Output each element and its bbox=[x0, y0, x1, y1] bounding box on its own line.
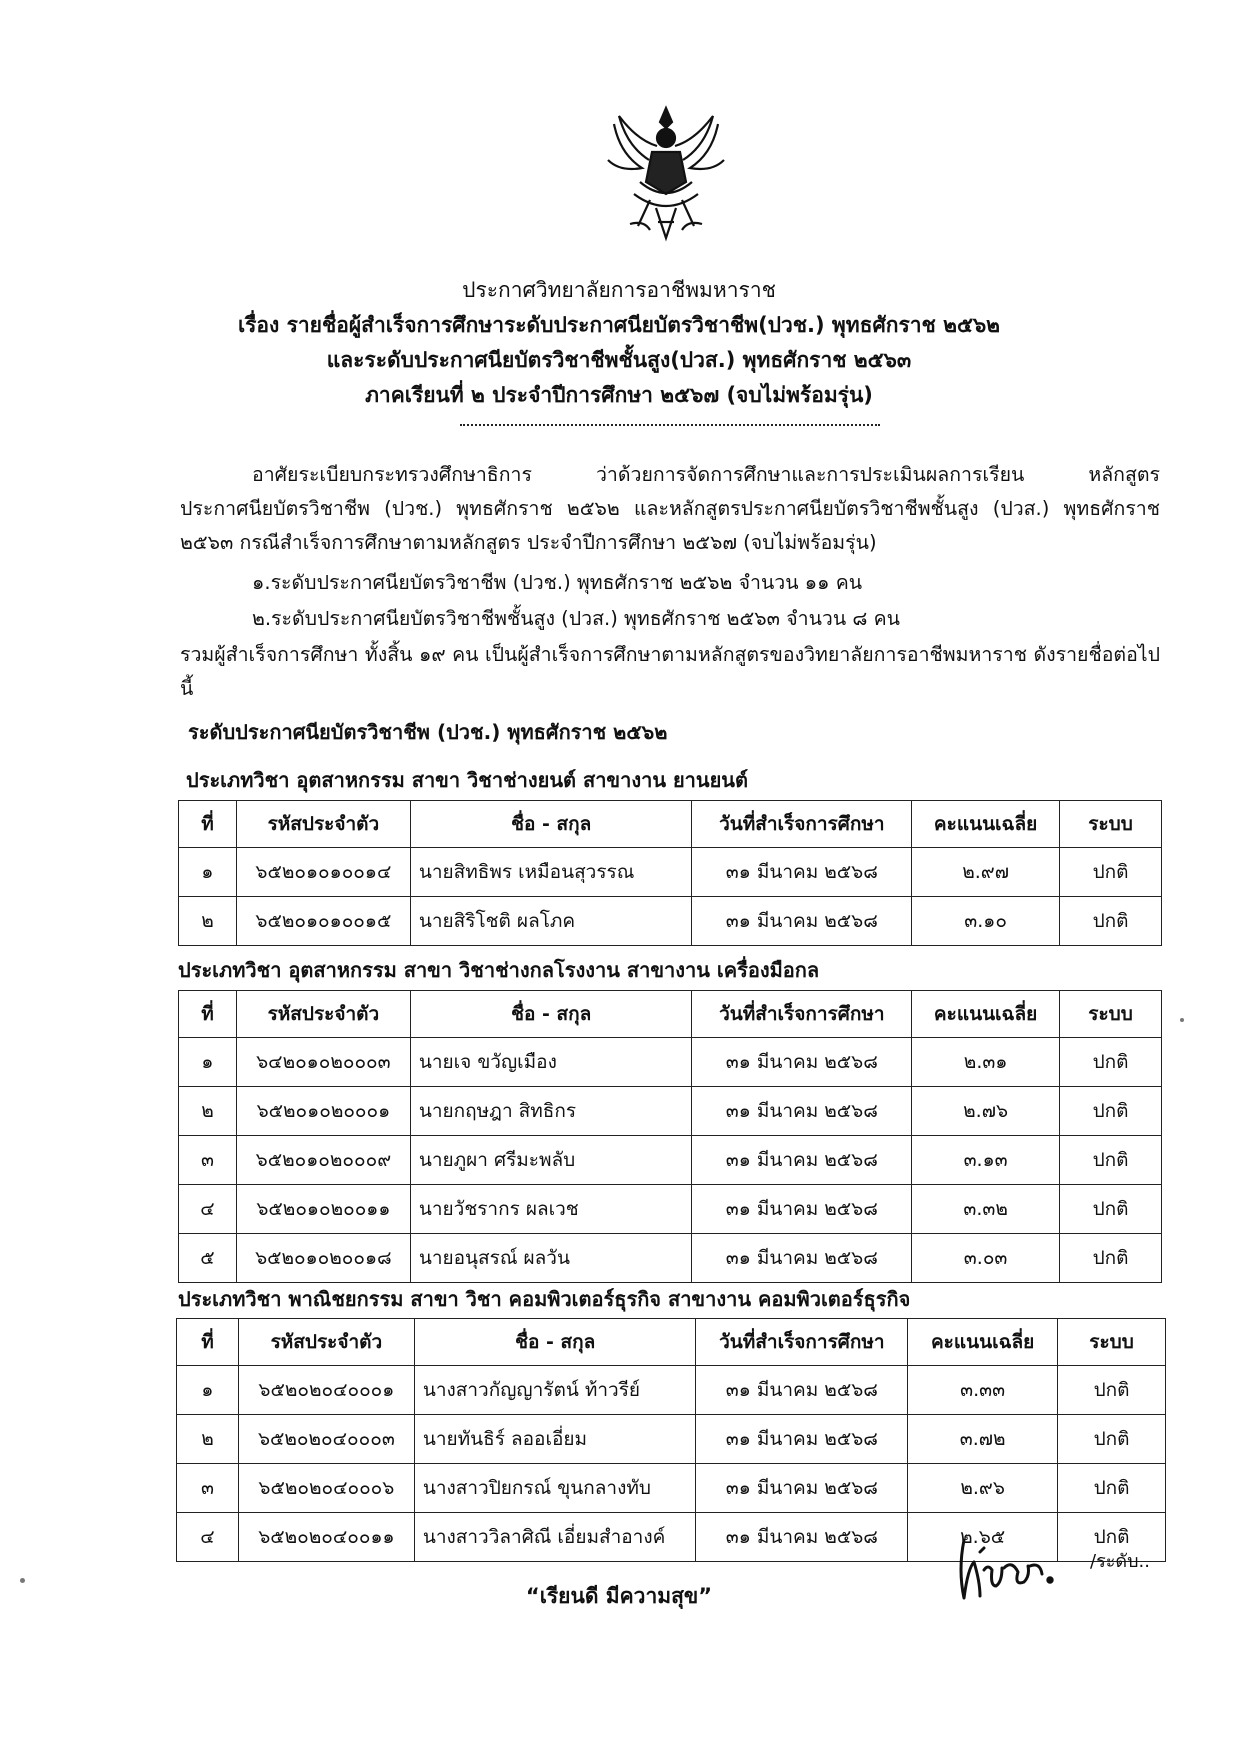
cell-name: นายทันธิร์ ลออเอี่ยม bbox=[414, 1415, 696, 1464]
table-row bbox=[177, 1366, 1166, 1415]
cell-system: ปกติ bbox=[1058, 1366, 1166, 1415]
cell-system: ปกติ bbox=[1060, 1087, 1162, 1136]
graduates-table-machine-tools bbox=[178, 990, 1162, 1283]
table-row bbox=[179, 1185, 1162, 1234]
cell-date: ๓๑ มีนาคม ๒๕๖๘ bbox=[696, 1464, 908, 1513]
cell-date: ๓๑ มีนาคม ๒๕๖๘ bbox=[692, 1136, 912, 1185]
cell-gpa: ๒.๗๖ bbox=[912, 1087, 1060, 1136]
table-row bbox=[179, 848, 1162, 897]
cell-date: ๓๑ มีนาคม ๒๕๖๘ bbox=[696, 1366, 908, 1415]
cell-no: ๑ bbox=[179, 848, 237, 897]
cell-id: ๖๕๒๐๑๐๒๐๐๐๙ bbox=[236, 1136, 410, 1185]
announcement-subject-line2: และระดับประกาศนียบัตรวิชาชีพชั้นสูง(ปวส.) พุทธศักราช ๒๕๖๓ bbox=[326, 348, 912, 372]
cell-date: ๓๑ มีนาคม ๒๕๖๘ bbox=[696, 1415, 908, 1464]
cell-name: นายสิทธิพร เหมือนสุวรรณ bbox=[410, 848, 692, 897]
cell-gpa: ๓.๓๒ bbox=[912, 1185, 1060, 1234]
cell-date: ๓๑ มีนาคม ๒๕๖๘ bbox=[692, 897, 912, 946]
cell-id: ๖๕๒๐๒๐๔๐๐๐๑ bbox=[238, 1366, 414, 1415]
count-item-higher-vocational: ๒.ระดับประกาศนียบัตรวิชาชีพชั้นสูง (ปวส.) พุทธศักราช ๒๕๖๓ จำนวน ๘ คน bbox=[252, 607, 900, 630]
column-header-name: ชื่อ - สกุล bbox=[414, 1319, 696, 1366]
cell-name: นายเจ ขวัญเมือง bbox=[410, 1038, 692, 1087]
column-header-id: รหัสประจำตัว bbox=[236, 801, 410, 848]
column-header-system: ระบบ bbox=[1060, 801, 1162, 848]
cell-id: ๖๕๒๐๒๐๔๐๐๐๓ bbox=[238, 1415, 414, 1464]
cell-gpa: ๒.๙๖ bbox=[908, 1464, 1058, 1513]
table-row bbox=[179, 1087, 1162, 1136]
column-header-date: วันที่สำเร็จการศึกษา bbox=[692, 801, 912, 848]
column-header-gpa: คะแนนเฉลี่ย bbox=[912, 801, 1060, 848]
cell-no: ๓ bbox=[177, 1464, 239, 1513]
graduates-table-business-computer bbox=[176, 1318, 1166, 1562]
announcement-subject: เรื่อง รายชื่อผู้สำเร็จการศึกษาระดับประกาศนียบัตรวิชาชีพ(ปวช.) พุทธศักราช ๒๕๖๒ bbox=[237, 313, 1001, 337]
graduates-table-automotive bbox=[178, 800, 1162, 946]
cell-no: ๑ bbox=[177, 1366, 239, 1415]
cell-date: ๓๑ มีนาคม ๒๕๖๘ bbox=[692, 1087, 912, 1136]
table-row bbox=[179, 897, 1162, 946]
cell-gpa: ๓.๗๒ bbox=[908, 1415, 1058, 1464]
cell-id: ๖๕๒๐๒๐๔๐๐๑๑ bbox=[238, 1513, 414, 1562]
cell-gpa: ๓.๓๓ bbox=[908, 1366, 1058, 1415]
column-header-system: ระบบ bbox=[1058, 1319, 1166, 1366]
count-item-vocational: ๑.ระดับประกาศนียบัตรวิชาชีพ (ปวช.) พุทธศักราช ๒๕๖๒ จำนวน ๑๑ คน bbox=[252, 571, 863, 594]
cell-id: ๖๕๒๐๑๐๑๐๐๑๔ bbox=[236, 848, 410, 897]
cell-no: ๒ bbox=[177, 1415, 239, 1464]
cell-name: นายอนุสรณ์ ผลวัน bbox=[410, 1234, 692, 1283]
table-row bbox=[179, 1136, 1162, 1185]
cell-id: ๖๕๒๐๑๐๒๐๐๑๑ bbox=[236, 1185, 410, 1234]
cell-id: ๖๕๒๐๑๐๑๐๐๑๕ bbox=[236, 897, 410, 946]
cell-no: ๒ bbox=[179, 1087, 237, 1136]
cell-gpa: ๓.๐๓ bbox=[912, 1234, 1060, 1283]
table-header-row bbox=[179, 801, 1162, 848]
cell-system: ปกติ bbox=[1058, 1513, 1166, 1562]
cell-date: ๓๑ มีนาคม ๒๕๖๘ bbox=[692, 1185, 912, 1234]
cell-date: ๓๑ มีนาคม ๒๕๖๘ bbox=[692, 1234, 912, 1283]
cell-name: นายภูผา ศรีมะพลับ bbox=[410, 1136, 692, 1185]
cell-id: ๖๕๒๐๒๐๔๐๐๐๖ bbox=[238, 1464, 414, 1513]
table-header-row bbox=[179, 991, 1162, 1038]
column-header-name: ชื่อ - สกุล bbox=[410, 801, 692, 848]
cell-name: นายวัชรากร ผลเวช bbox=[410, 1185, 692, 1234]
announcement-issuer: ประกาศวิทยาลัยการอาชีพมหาราช bbox=[462, 278, 776, 302]
column-header-no: ที่ bbox=[177, 1319, 239, 1366]
cell-name: นายกฤษฎา สิทธิกร bbox=[410, 1087, 692, 1136]
dotted-divider bbox=[460, 416, 880, 426]
table-row bbox=[177, 1464, 1166, 1513]
cell-system: ปกติ bbox=[1060, 1038, 1162, 1087]
cell-no: ๔ bbox=[179, 1185, 237, 1234]
school-motto: “เรียนดี มีความสุข” bbox=[525, 1584, 713, 1608]
cell-name: นางสาวปิยกรณ์ ขุนกลางทับ bbox=[414, 1464, 696, 1513]
cell-gpa: ๒.๙๗ bbox=[912, 848, 1060, 897]
cell-date: ๓๑ มีนาคม ๒๕๖๘ bbox=[692, 848, 912, 897]
cell-name: นางสาวกัญญารัตน์ ท้าวรีย์ bbox=[414, 1366, 696, 1415]
cell-system: ปกติ bbox=[1060, 848, 1162, 897]
table-row bbox=[179, 1038, 1162, 1087]
cell-no: ๓ bbox=[179, 1136, 237, 1185]
column-header-date: วันที่สำเร็จการศึกษา bbox=[692, 991, 912, 1038]
group-title-machine-tools: ประเภทวิชา อุตสาหกรรม สาขา วิชาช่างกลโรงงาน สาขางาน เครื่องมือกล bbox=[178, 958, 820, 982]
continued-marker: /ระดับ.. bbox=[1090, 1551, 1150, 1572]
cell-system: ปกติ bbox=[1060, 897, 1162, 946]
column-header-id: รหัสประจำตัว bbox=[238, 1319, 414, 1366]
cell-name: นางสาววิลาศิณี เอี่ยมสำอางค์ bbox=[414, 1513, 696, 1562]
cell-no: ๑ bbox=[179, 1038, 237, 1087]
column-header-id: รหัสประจำตัว bbox=[236, 991, 410, 1038]
cell-id: ๖๕๒๐๑๐๒๐๐๑๘ bbox=[236, 1234, 410, 1283]
scan-speck bbox=[20, 1578, 25, 1583]
cell-name: นายสิริโชติ ผลโภค bbox=[410, 897, 692, 946]
intro-paragraph: อาศัยระเบียบกระทรวงศึกษาธิการ ว่าด้วยการจัดการศึกษาและการประเมินผลการเรียน หลักสูตรประกาศนียบัตรวิชาชีพ (ปวช.) พุทธศักราช ๒๕๖๒ และหลักสูตรประกาศนียบัตรวิชาชีพชั้นสูง (ปวส.) พุทธศักราช ๒๕๖๓ กรณีสำเร็จการศึกษาตามหลักสูตร ประจำปีการศึกษา ๒๕๖๗ (จบไม่พร้อมรุ่น) bbox=[180, 463, 1160, 554]
group-title-automotive: ประเภทวิชา อุตสาหกรรม สาขา วิชาช่างยนต์ สาขางาน ยานยนต์ bbox=[186, 768, 748, 792]
group-title-business-computer: ประเภทวิชา พาณิชยกรรม สาขา วิชา คอมพิวเตอร์ธุรกิจ สาขางาน คอมพิวเตอร์ธุรกิจ bbox=[178, 1287, 911, 1311]
column-header-no: ที่ bbox=[179, 991, 237, 1038]
garuda-emblem-icon bbox=[600, 104, 732, 246]
column-header-name: ชื่อ - สกุล bbox=[410, 991, 692, 1038]
cell-gpa: ๓.๑๐ bbox=[912, 897, 1060, 946]
cell-system: ปกติ bbox=[1058, 1464, 1166, 1513]
section-title: ระดับประกาศนียบัตรวิชาชีพ (ปวช.) พุทธศักราช ๒๕๖๒ bbox=[188, 720, 668, 744]
table-header-row bbox=[177, 1319, 1166, 1366]
table-row bbox=[177, 1415, 1166, 1464]
cell-id: ๖๕๒๐๑๐๒๐๐๐๑ bbox=[236, 1087, 410, 1136]
cell-system: ปกติ bbox=[1060, 1234, 1162, 1283]
cell-gpa: ๒.๖๕ bbox=[908, 1513, 1058, 1562]
table-row bbox=[179, 1234, 1162, 1283]
cell-date: ๓๑ มีนาคม ๒๕๖๘ bbox=[696, 1513, 908, 1562]
scan-speck bbox=[1180, 1018, 1184, 1022]
cell-system: ปกติ bbox=[1060, 1185, 1162, 1234]
announcement-term: ภาคเรียนที่ ๒ ประจำปีการศึกษา ๒๕๖๗ (จบไม่พร้อมรุ่น) bbox=[365, 383, 873, 407]
total-paragraph: รวมผู้สำเร็จการศึกษา ทั้งสิ้น ๑๙ คน เป็นผู้สำเร็จการศึกษาตามหลักสูตรของวิทยาลัยการอาชีพมหาราช ดังรายชื่อต่อไปนี้ bbox=[180, 643, 1160, 700]
column-header-date: วันที่สำเร็จการศึกษา bbox=[696, 1319, 908, 1366]
cell-date: ๓๑ มีนาคม ๒๕๖๘ bbox=[692, 1038, 912, 1087]
cell-id: ๖๔๒๐๑๐๒๐๐๐๓ bbox=[236, 1038, 410, 1087]
column-header-system: ระบบ bbox=[1060, 991, 1162, 1038]
column-header-gpa: คะแนนเฉลี่ย bbox=[908, 1319, 1058, 1366]
cell-no: ๒ bbox=[179, 897, 237, 946]
column-header-no: ที่ bbox=[179, 801, 237, 848]
cell-gpa: ๒.๓๑ bbox=[912, 1038, 1060, 1087]
column-header-gpa: คะแนนเฉลี่ย bbox=[912, 991, 1060, 1038]
cell-no: ๔ bbox=[177, 1513, 239, 1562]
cell-system: ปกติ bbox=[1060, 1136, 1162, 1185]
cell-system: ปกติ bbox=[1058, 1415, 1166, 1464]
cell-gpa: ๓.๑๓ bbox=[912, 1136, 1060, 1185]
cell-no: ๕ bbox=[179, 1234, 237, 1283]
